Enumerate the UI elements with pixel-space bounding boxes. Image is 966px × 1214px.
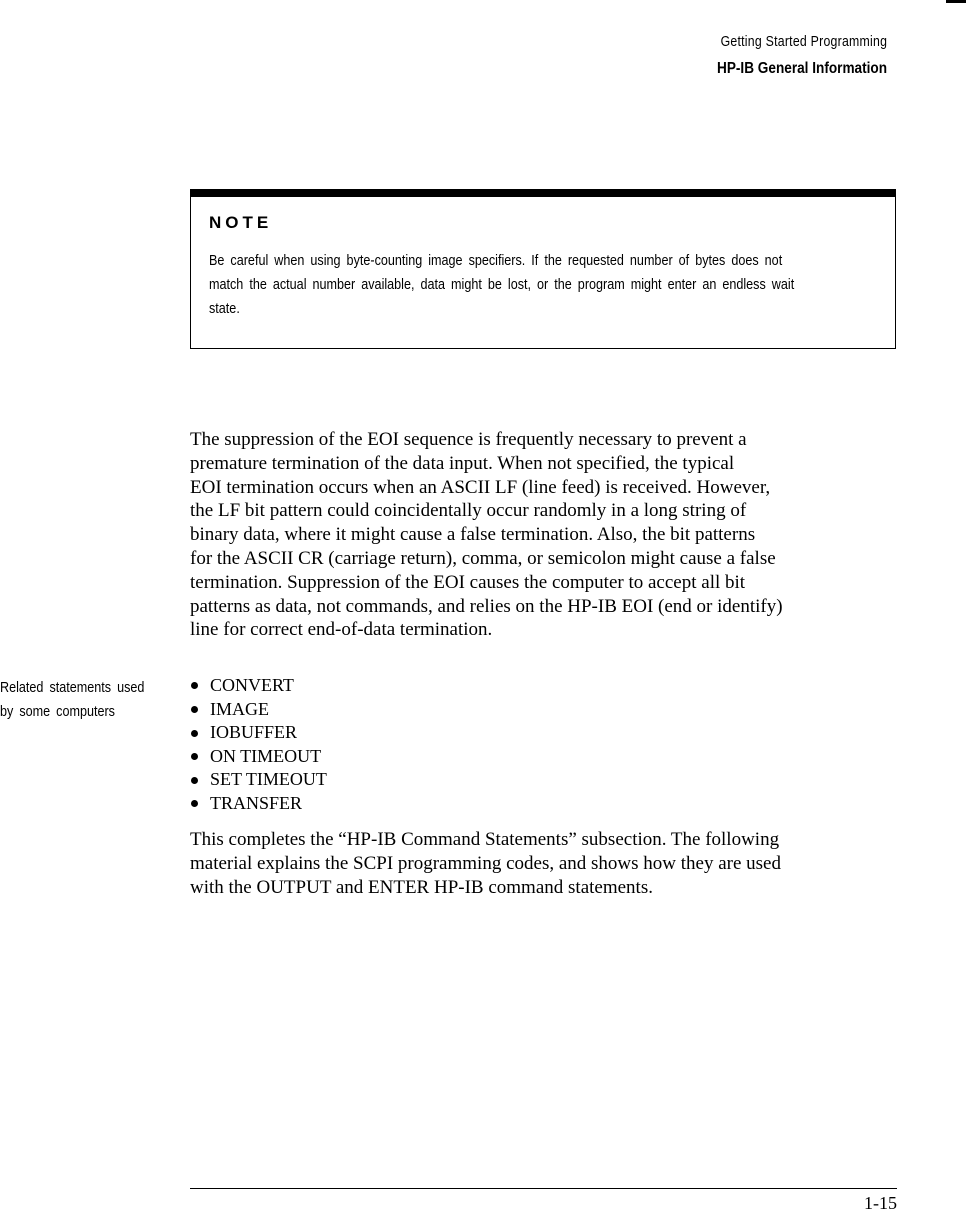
list-item: ON TIMEOUT [190, 745, 327, 769]
margin-label-line: by some computers [0, 703, 115, 720]
margin-label [0, 676, 172, 724]
footer-rule [190, 1188, 897, 1189]
text-line: patterns as data, not commands, and relies on the HP-IB EOI (end or identify) [190, 595, 783, 617]
list-item: CONVERT [190, 674, 327, 698]
text-line: with the OUTPUT and ENTER HP-IB command statements. [190, 876, 653, 898]
body-paragraph-eoi [190, 428, 783, 642]
text-line: binary data, where it might cause a false termination. Also, the bit patterns [190, 524, 756, 546]
text-line: for the ASCII CR (carriage return), comma, or semicolon might cause a false [190, 547, 776, 569]
running-header-subsection: HP-IB General Information [716, 60, 887, 77]
note-text [209, 249, 906, 321]
list-item: IMAGE [190, 698, 327, 722]
list-item: IOBUFFER [190, 721, 327, 745]
running-header-section: Getting Started Programming [720, 33, 887, 50]
corner-mark [946, 0, 966, 3]
note-line: state. [209, 300, 240, 317]
text-line: premature termination of the data input. When not specified, the typical [190, 452, 735, 474]
text-line: line for correct end-of-data termination. [190, 619, 493, 641]
text-line: material explains the SCPI programming codes, and shows how they are used [190, 852, 781, 874]
list-item: TRANSFER [190, 792, 327, 816]
note-line: Be careful when using byte-counting image specifiers. If the requested number of bytes does not [209, 252, 783, 269]
note-line: match the actual number available, data might be lost, or the program might enter an endless wait [209, 276, 795, 293]
body-paragraph-conclusion [190, 828, 781, 899]
page-number: 1-15 [864, 1193, 897, 1213]
text-line: EOI termination occurs when an ASCII LF (line feed) is received. However, [190, 476, 771, 498]
text-line: This completes the “HP-IB Command Statements” subsection. The following [190, 829, 780, 850]
text-line: The suppression of the EOI sequence is frequently necessary to prevent a [190, 429, 747, 450]
list-item: SET TIMEOUT [190, 768, 327, 792]
text-line: the LF bit pattern could coincidentally occur randomly in a long string of [190, 500, 747, 522]
text-line: termination. Suppression of the EOI causes the computer to accept all bit [190, 571, 746, 593]
note-box [190, 189, 896, 349]
note-title: NOTE [209, 213, 273, 232]
related-statements-list [190, 674, 327, 816]
margin-label-line: Related statements used [0, 679, 145, 696]
